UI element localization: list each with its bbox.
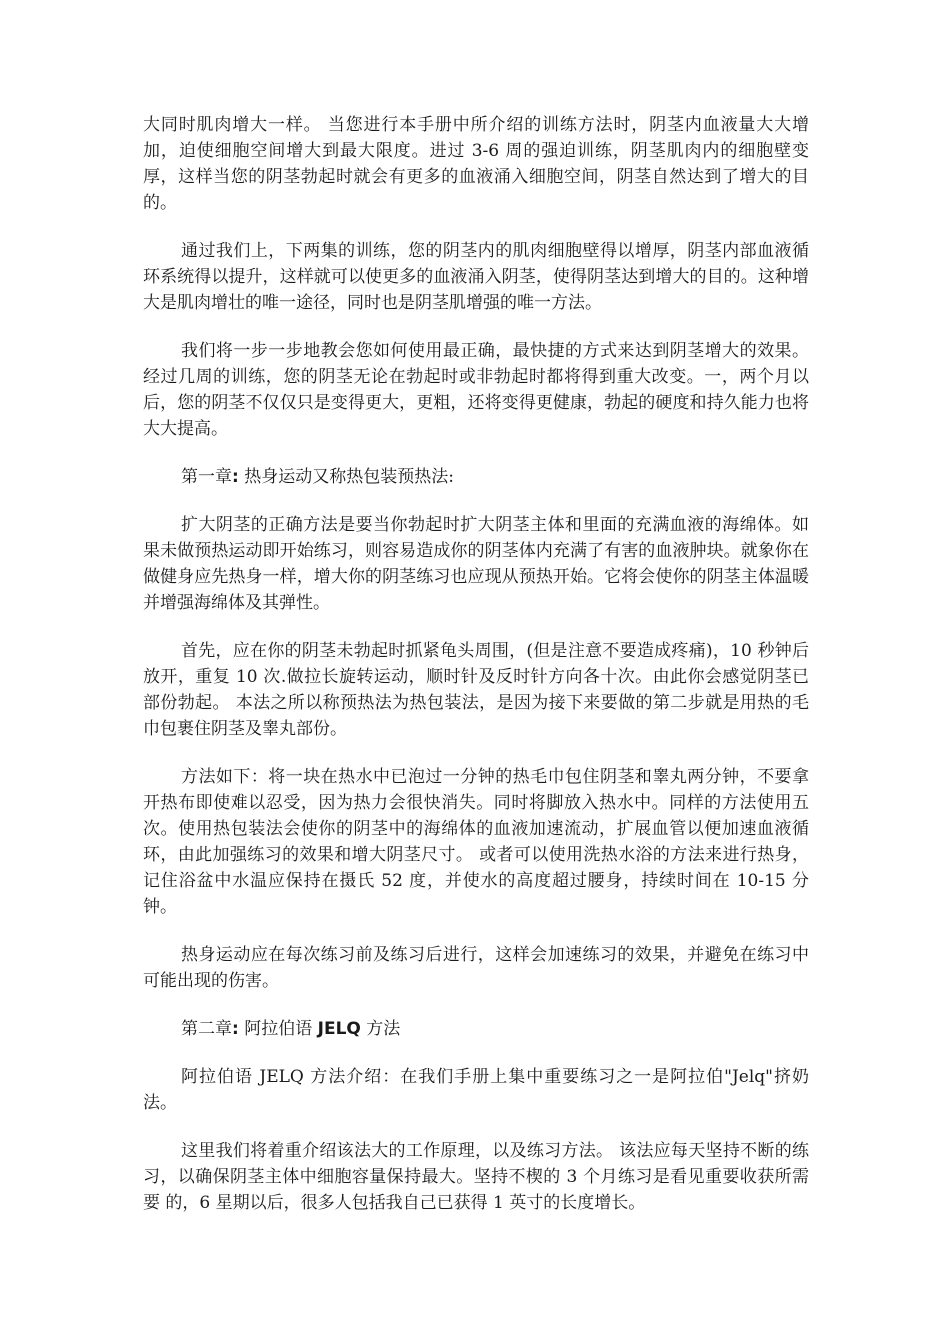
chapter-1-prefix: 第一章 xyxy=(181,467,232,487)
chapter-1-title: 热身运动又称热包装预热法: xyxy=(238,467,454,487)
paragraph-ch1-2: 首先，应在你的阴茎未勃起时抓紧龟头周围，(但是注意不要造成疼痛)，10 秒钟后放开，重复 10 次.做拉长旋转运动，顺时针及反时针方向各十次。由此你会感觉阴茎已部份勃起。 本法之所以称预热法为热包装法，是因为接下来要做的第二步就是用热的毛巾包裹住阴茎及睾丸部份。 xyxy=(143,641,809,739)
chapter-2-colon: : xyxy=(232,1019,239,1039)
paragraph-ch2-2: 这里我们将着重介绍该法大的工作原理，以及练习方法。 该法应每天坚持不断的练习，以确保阴茎主体中细胞容量保持最大。坚持不楔的 3 个月练习是看见重要收获所需要 的，6 星期以后，很多人包括我自己已获得 1 英寸的长度增长。 xyxy=(143,1141,809,1213)
chapter-1-colon: : xyxy=(232,467,239,487)
chapter-2-mid: 阿拉伯语 xyxy=(238,1019,318,1039)
chapter-2-bold-term: JELQ xyxy=(317,1019,361,1039)
paragraph-ch2-1: 阿拉伯语 JELQ 方法介绍：在我们手册上集中重要练习之一是阿拉伯"Jelq"挤奶法。 xyxy=(143,1067,809,1113)
document-page xyxy=(143,112,809,1238)
paragraph-ch1-4: 热身运动应在每次练习前及练习后进行，这样会加速练习的效果，并避免在练习中可能出现的伤害。 xyxy=(143,945,809,991)
paragraph-ch1-1: 扩大阴茎的正确方法是要当你勃起时扩大阴茎主体和里面的充满血液的海绵体。如果未做预热运动即开始练习，则容易造成你的阴茎体内充满了有害的血液肿块。就象你在做健身应先热身一样，增大你的阴茎练习也应现从预热开始。它将会使你的阴茎主体温暖并增强海绵体及其弹性。 xyxy=(143,515,809,613)
chapter-2-suffix: 方法 xyxy=(360,1019,401,1039)
paragraph-intro-2: 通过我们上，下两集的训练，您的阴茎内的肌肉细胞壁得以增厚，阴茎内部血液循环系统得以提升，这样就可以使更多的血液涌入阴茎，使得阴茎达到增大的目的。这种增大是肌肉增壮的唯一途径，同时也是阴茎肌增强的唯一方法。 xyxy=(143,241,809,313)
paragraph-intro-1: 大同时肌肉增大一样。 当您进行本手册中所介绍的训练方法时，阴茎内血液量大大增加，迫使细胞空间增大到最大限度。进过 3-6 周的强迫训练，阴茎肌肉内的细胞壁变厚，这样当您的阴茎勃起时就会有更多的血液涌入细胞空间，阴茎自然达到了增大的目的。 xyxy=(143,115,809,213)
chapter-2-heading xyxy=(143,1016,809,1042)
chapter-1-heading xyxy=(143,464,809,490)
chapter-2-prefix: 第二章 xyxy=(181,1019,232,1039)
paragraph-intro-3: 我们将一步一步地教会您如何使用最正确，最快捷的方式来达到阴茎增大的效果。经过几周的训练，您的阴茎无论在勃起时或非勃起时都将得到重大改变。一，两个月以后，您的阴茎不仅仅只是变得更大，更粗，还将变得更健康，勃起的硬度和持久能力也将大大提高。 xyxy=(143,341,809,439)
paragraph-ch1-3: 方法如下：将一块在热水中已泡过一分钟的热毛巾包住阴茎和睾丸两分钟，不要拿开热布即使难以忍受，因为热力会很快消失。同时将脚放入热水中。同样的方法使用五次。使用热包装法会使你的阴茎中的海绵体的血液加速流动，扩展血管以便加速血液循环，由此加强练习的效果和增大阴茎尺寸。 或者可以使用洗热水浴的方法来进行热身，记住浴盆中水温应保持在摄氏 52 度，并使水的高度超过腰身，持续时间在 10-15 分钟。 xyxy=(143,767,809,917)
